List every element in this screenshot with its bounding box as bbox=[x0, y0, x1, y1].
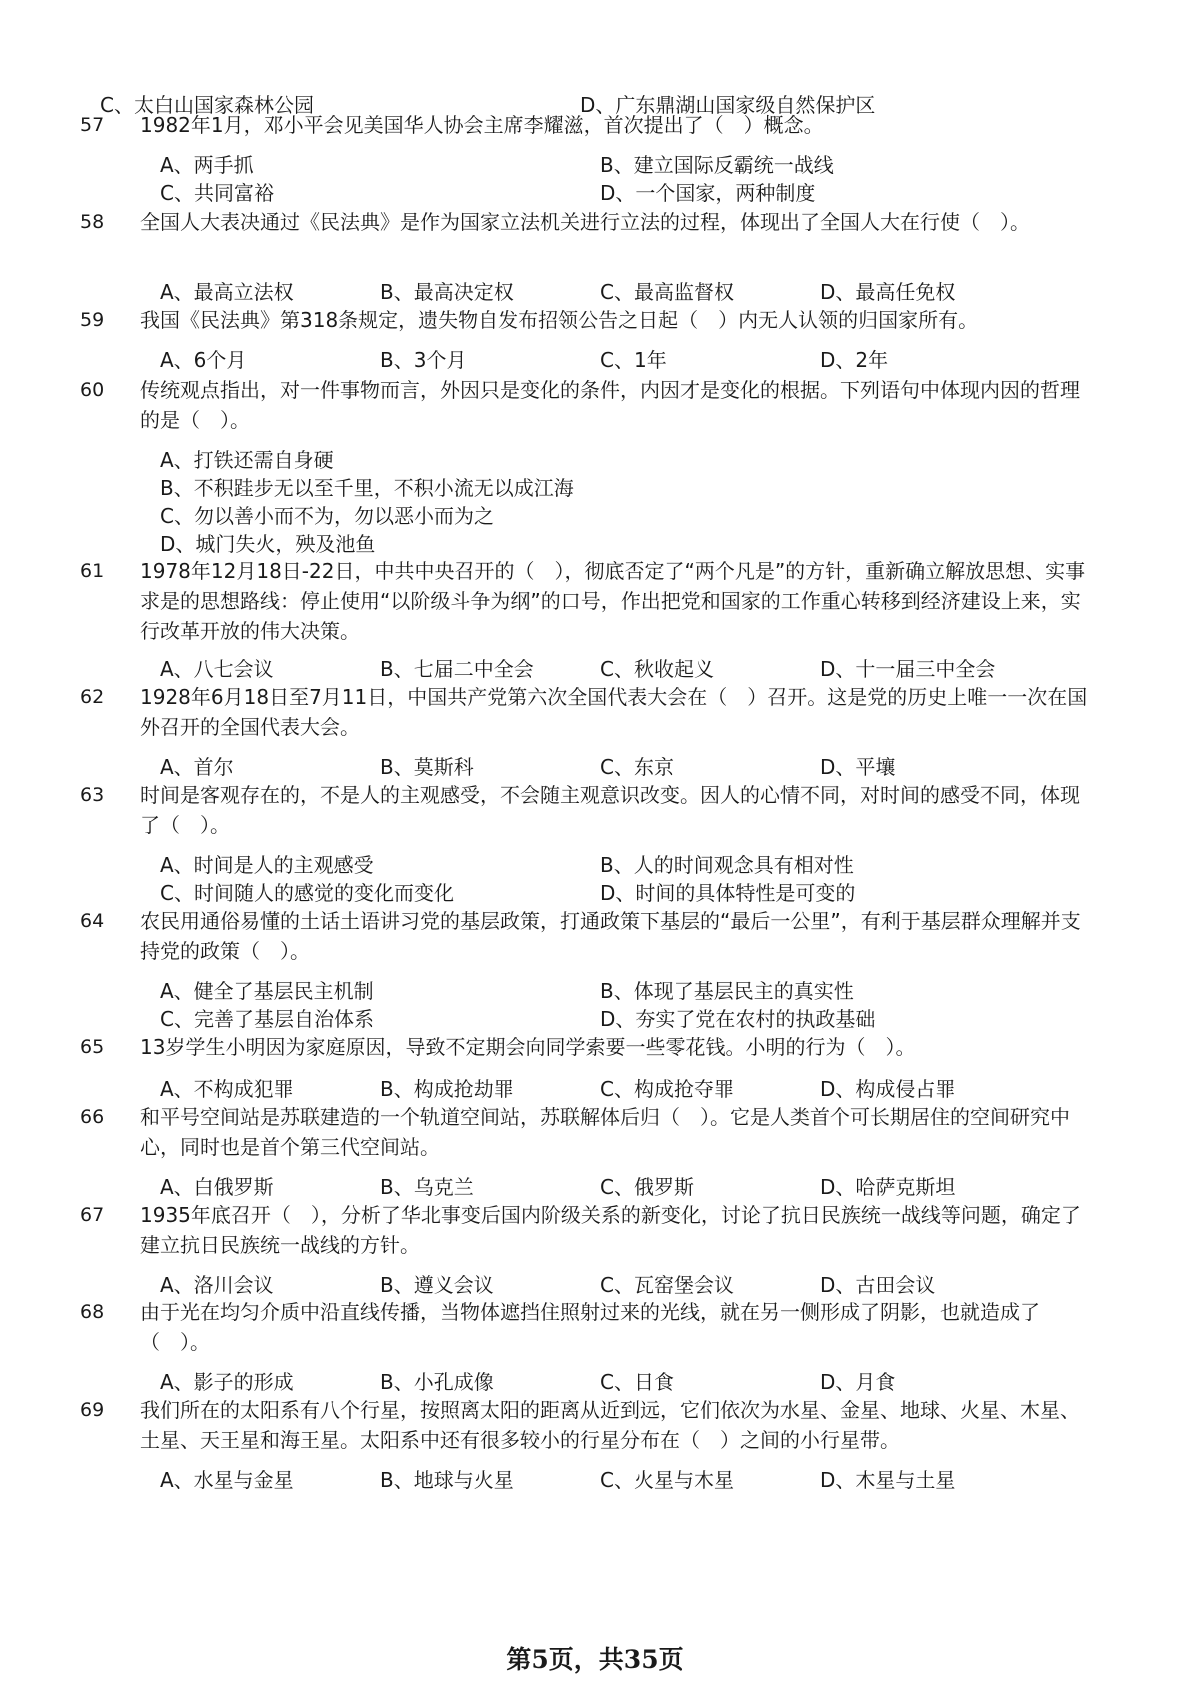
option-b: B、不积跬步无以至千里，不积小流无以成江海 bbox=[160, 476, 574, 500]
option-c: C、火星与木星 bbox=[600, 1468, 734, 1492]
question-number: 69 bbox=[80, 1399, 105, 1421]
option-c: C、瓦窑堡会议 bbox=[600, 1273, 734, 1297]
option-b: B、遵义会议 bbox=[380, 1273, 494, 1297]
option-b: B、构成抢劫罪 bbox=[380, 1077, 514, 1101]
option-d: D、时间的具体特性是可变的 bbox=[600, 881, 856, 905]
option-c: C、勿以善小而不为，勿以恶小而为之 bbox=[160, 504, 494, 528]
option-d: D、十一届三中全会 bbox=[820, 657, 996, 681]
option-a: A、洛川会议 bbox=[160, 1273, 274, 1297]
option-a: A、6个月 bbox=[160, 348, 247, 372]
option-b: B、3个月 bbox=[380, 348, 467, 372]
option-c: C、日食 bbox=[600, 1370, 674, 1394]
option-c: C、秋收起义 bbox=[600, 657, 714, 681]
option-d: D、夯实了党在农村的执政基础 bbox=[600, 1007, 876, 1031]
question-text: 13岁学生小明因为家庭原因，导致不定期会向同学索要一些零花钱。小明的行为（ ）。 bbox=[140, 1035, 916, 1059]
option-a: A、首尔 bbox=[160, 755, 234, 779]
option-c: C、时间随人的感觉的变化而变化 bbox=[160, 881, 454, 905]
question-text: 由于光在均匀介质中沿直线传播，当物体遮挡住照射过来的光线，就在另一侧形成了阴影，也就造成了（ ）。 bbox=[140, 1300, 1040, 1354]
option-a: A、时间是人的主观感受 bbox=[160, 853, 374, 877]
question-number: 65 bbox=[80, 1036, 105, 1058]
question-text: 我们所在的太阳系有八个行星，按照离太阳的距离从近到远，它们依次为水星、金星、地球、火星、木星、土星、天王星和海王星。太阳系中还有很多较小的行星分布在（ ）之间的小行星带。 bbox=[140, 1398, 1080, 1452]
option-a: A、白俄罗斯 bbox=[160, 1175, 274, 1199]
question-number: 68 bbox=[80, 1301, 105, 1323]
option-b: B、小孔成像 bbox=[380, 1370, 494, 1394]
option-a: A、两手抓 bbox=[160, 153, 254, 177]
option-d: D、广东鼎湖山国家级自然保护区 bbox=[580, 93, 876, 117]
option-d: D、古田会议 bbox=[820, 1273, 936, 1297]
question-number: 60 bbox=[80, 379, 105, 401]
option-b: B、体现了基层民主的真实性 bbox=[600, 979, 854, 1003]
option-d: D、城门失火，殃及池鱼 bbox=[160, 532, 376, 556]
question-number: 64 bbox=[80, 910, 105, 932]
option-c: C、构成抢夺罪 bbox=[600, 1077, 734, 1101]
page-footer: 第5页，共35页 bbox=[506, 1645, 684, 1674]
question-number: 59 bbox=[80, 309, 105, 331]
option-a: A、八七会议 bbox=[160, 657, 274, 681]
option-b: B、七届二中全会 bbox=[380, 657, 534, 681]
option-d: D、平壤 bbox=[820, 755, 896, 779]
option-a: A、影子的形成 bbox=[160, 1370, 294, 1394]
option-c: C、俄罗斯 bbox=[600, 1175, 694, 1199]
option-d: D、最高任免权 bbox=[820, 280, 956, 304]
question-text: 1982年1月，邓小平会见美国华人协会主席李耀滋，首次提出了（ ）概念。 bbox=[140, 113, 824, 137]
question-text: 全国人大表决通过《民法典》是作为国家立法机关进行立法的过程，体现出了全国人大在行使（ ）。 bbox=[140, 210, 1030, 234]
question-text: 传统观点指出，对一件事物而言，外因只是变化的条件，内因才是变化的根据。下列语句中体现内因的哲理的是（ ）。 bbox=[140, 378, 1080, 432]
option-d: D、月食 bbox=[820, 1370, 896, 1394]
question-text: 1935年底召开（ ），分析了华北事变后国内阶级关系的新变化，讨论了抗日民族统一战线等问题，确定了建立抗日民族统一战线的方针。 bbox=[140, 1203, 1081, 1257]
question-text: 时间是客观存在的，不是人的主观感受，不会随主观意识改变。因人的心情不同，对时间的感受不同，体现了（ ）。 bbox=[140, 783, 1080, 837]
question-text: 我国《民法典》第318条规定，遗失物自发布招领公告之日起（ ）内无人认领的归国家所有。 bbox=[140, 308, 979, 332]
option-a: A、打铁还需自身硬 bbox=[160, 448, 334, 472]
option-d: D、木星与土星 bbox=[820, 1468, 956, 1492]
question-number: 63 bbox=[80, 784, 105, 806]
option-c: C、1年 bbox=[600, 348, 667, 372]
option-d: D、一个国家，两种制度 bbox=[600, 181, 816, 205]
option-b: B、人的时间观念具有相对性 bbox=[600, 853, 854, 877]
question-number: 67 bbox=[80, 1204, 105, 1226]
option-b: B、建立国际反霸统一战线 bbox=[600, 153, 834, 177]
option-b: B、最高决定权 bbox=[380, 280, 514, 304]
option-d: D、2年 bbox=[820, 348, 889, 372]
question-number: 57 bbox=[80, 114, 105, 136]
option-c: C、东京 bbox=[600, 755, 674, 779]
option-d: D、构成侵占罪 bbox=[820, 1077, 956, 1101]
question-number: 66 bbox=[80, 1106, 105, 1128]
option-a: A、健全了基层民主机制 bbox=[160, 979, 374, 1003]
option-a: A、水星与金星 bbox=[160, 1468, 294, 1492]
option-b: B、莫斯科 bbox=[380, 755, 474, 779]
question-text: 农民用通俗易懂的土话土语讲习党的基层政策，打通政策下基层的“最后一公里”，有利于基层群众理解并支持党的政策（ ）。 bbox=[140, 909, 1081, 963]
option-a: A、最高立法权 bbox=[160, 280, 294, 304]
option-b: B、地球与火星 bbox=[380, 1468, 514, 1492]
option-c: C、共同富裕 bbox=[160, 181, 274, 205]
option-c: C、完善了基层自治体系 bbox=[160, 1007, 374, 1031]
option-b: B、乌克兰 bbox=[380, 1175, 474, 1199]
question-text: 1978年12月18日-22日，中共中央召开的（ ），彻底否定了“两个凡是”的方针，重新确立解放思想、实事求是的思想路线：停止使用“以阶级斗争为纲”的口号，作出把党和国家的工作重心转移到经济建设上来，实行改革开放的伟大决策。 bbox=[140, 559, 1086, 643]
option-d: D、哈萨克斯坦 bbox=[820, 1175, 956, 1199]
question-text: 和平号空间站是苏联建造的一个轨道空间站，苏联解体后归（ ）。它是人类首个可长期居住的空间研究中心，同时也是首个第三代空间站。 bbox=[140, 1105, 1070, 1159]
question-number: 58 bbox=[80, 211, 105, 233]
option-a: A、不构成犯罪 bbox=[160, 1077, 294, 1101]
question-number: 61 bbox=[80, 560, 105, 582]
question-number: 62 bbox=[80, 686, 105, 708]
option-c: C、最高监督权 bbox=[600, 280, 734, 304]
option-c: C、太白山国家森林公园 bbox=[100, 93, 314, 117]
question-text: 1928年6月18日至7月11日，中国共产党第六次全国代表大会在（ ）召开。这是党的历史上唯一一次在国外召开的全国代表大会。 bbox=[140, 685, 1088, 739]
